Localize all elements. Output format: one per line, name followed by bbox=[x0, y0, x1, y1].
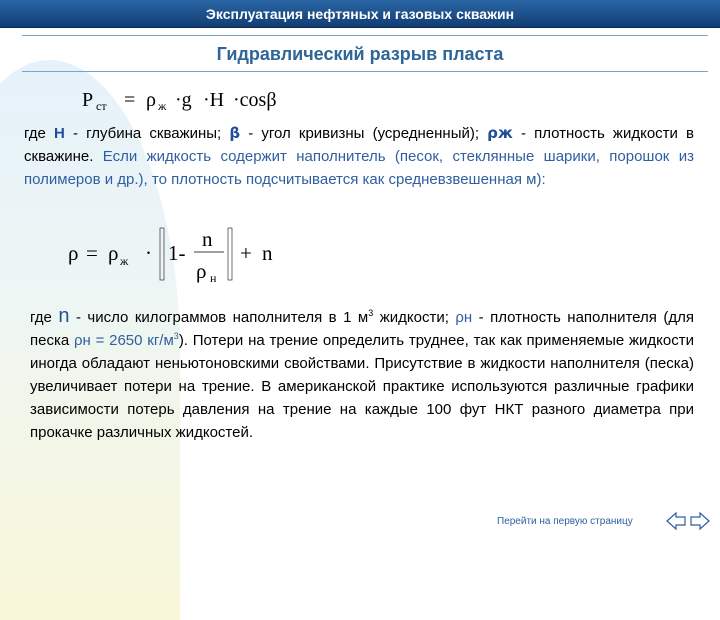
p1-text-1: - глубина скважины; bbox=[64, 125, 230, 142]
formula2-bracket-left bbox=[160, 228, 164, 280]
formula1-cos: ·cosβ bbox=[233, 89, 277, 111]
p1-symbol-H: H bbox=[54, 125, 65, 142]
p2-text-4: ). Потери на трение определить труднее, так как применяемые жидкости иногда обладают неньютоновскими свойствами. Присутствие в жидкости наполнителя (песка) увеличивает потери на трение. В американской практике используются различные графики зависимости потерь давления на трение на каждые 100 фут НКТ разного диаметра при прокачке различных жидкостей. bbox=[30, 332, 694, 441]
formula1-rho: ρ bbox=[146, 89, 156, 111]
p1-text-3: - плотность жидкости в скважине. bbox=[24, 125, 695, 165]
divider-top bbox=[22, 35, 708, 36]
p1-lead: где bbox=[24, 125, 55, 142]
formula2-plus: + bbox=[240, 241, 252, 265]
formula2-bracket-right bbox=[228, 228, 232, 280]
p2-symbol-rho-n: ρн bbox=[455, 309, 473, 326]
formula-density bbox=[60, 220, 340, 290]
first-page-link[interactable]: Перейти на первую страницу bbox=[497, 516, 633, 527]
p1-text-2: - угол кривизны (усредненный); bbox=[240, 125, 488, 142]
paragraph-2 bbox=[30, 305, 694, 444]
formula-pressure bbox=[80, 85, 340, 115]
formula1-eq: = bbox=[124, 89, 136, 111]
formula2-den-rho: ρ bbox=[196, 259, 207, 283]
p2-lead: где bbox=[30, 309, 59, 326]
formula2-rho: ρ bbox=[68, 241, 79, 265]
p2-text-3: - плотность наполнителя (для песка bbox=[30, 309, 694, 349]
formula2-sub-zh: ж bbox=[120, 254, 129, 268]
formula2-n: n bbox=[262, 241, 273, 265]
left-arrow-icon[interactable] bbox=[667, 513, 685, 529]
formula2-one: 1- bbox=[168, 241, 186, 265]
formula1-g: ·g bbox=[175, 89, 192, 111]
p1-text-4: Если жидкость содержит наполнитель (песок, стеклянные шарики, порошок из полимеров и др.), то плотность подсчитывается как средневзвешенная м): bbox=[24, 148, 694, 188]
right-arrow-icon[interactable] bbox=[691, 513, 709, 529]
p2-symbol-n: n bbox=[58, 305, 70, 327]
header-title: Эксплуатация нефтяных и газовых скважин bbox=[205, 5, 515, 22]
p2-sup-3: 3 bbox=[368, 308, 374, 318]
formula1-rho-sub: ж bbox=[158, 99, 167, 113]
divider-bottom bbox=[22, 71, 708, 72]
formula2-num: n bbox=[202, 227, 213, 251]
p2-text-1: - число килограммов наполнителя в 1 м bbox=[69, 309, 369, 326]
formula1-H: ·H bbox=[203, 89, 225, 111]
page-title: Гидравлический разрыв пласта bbox=[216, 44, 504, 64]
p1-symbol-beta: β bbox=[229, 124, 241, 142]
formula2-dot: · bbox=[145, 241, 152, 265]
formula1-P: P bbox=[82, 89, 94, 111]
formula1-P-sub: ст bbox=[96, 99, 107, 113]
formula2-rho2: ρ bbox=[108, 241, 119, 265]
p2-sand-density: ρн = 2650 кг/м bbox=[73, 332, 174, 349]
header-bar bbox=[0, 0, 720, 28]
formula2-eq: = bbox=[86, 241, 98, 265]
p1-symbol-rho-zh: ρж bbox=[487, 124, 513, 142]
formula2-den-sub: н bbox=[210, 271, 217, 285]
p2-text-2: жидкости; bbox=[373, 309, 456, 326]
p2-sand-sup: 3 bbox=[173, 331, 179, 341]
paragraph-1 bbox=[24, 122, 694, 191]
navigation-arrows bbox=[666, 510, 710, 532]
